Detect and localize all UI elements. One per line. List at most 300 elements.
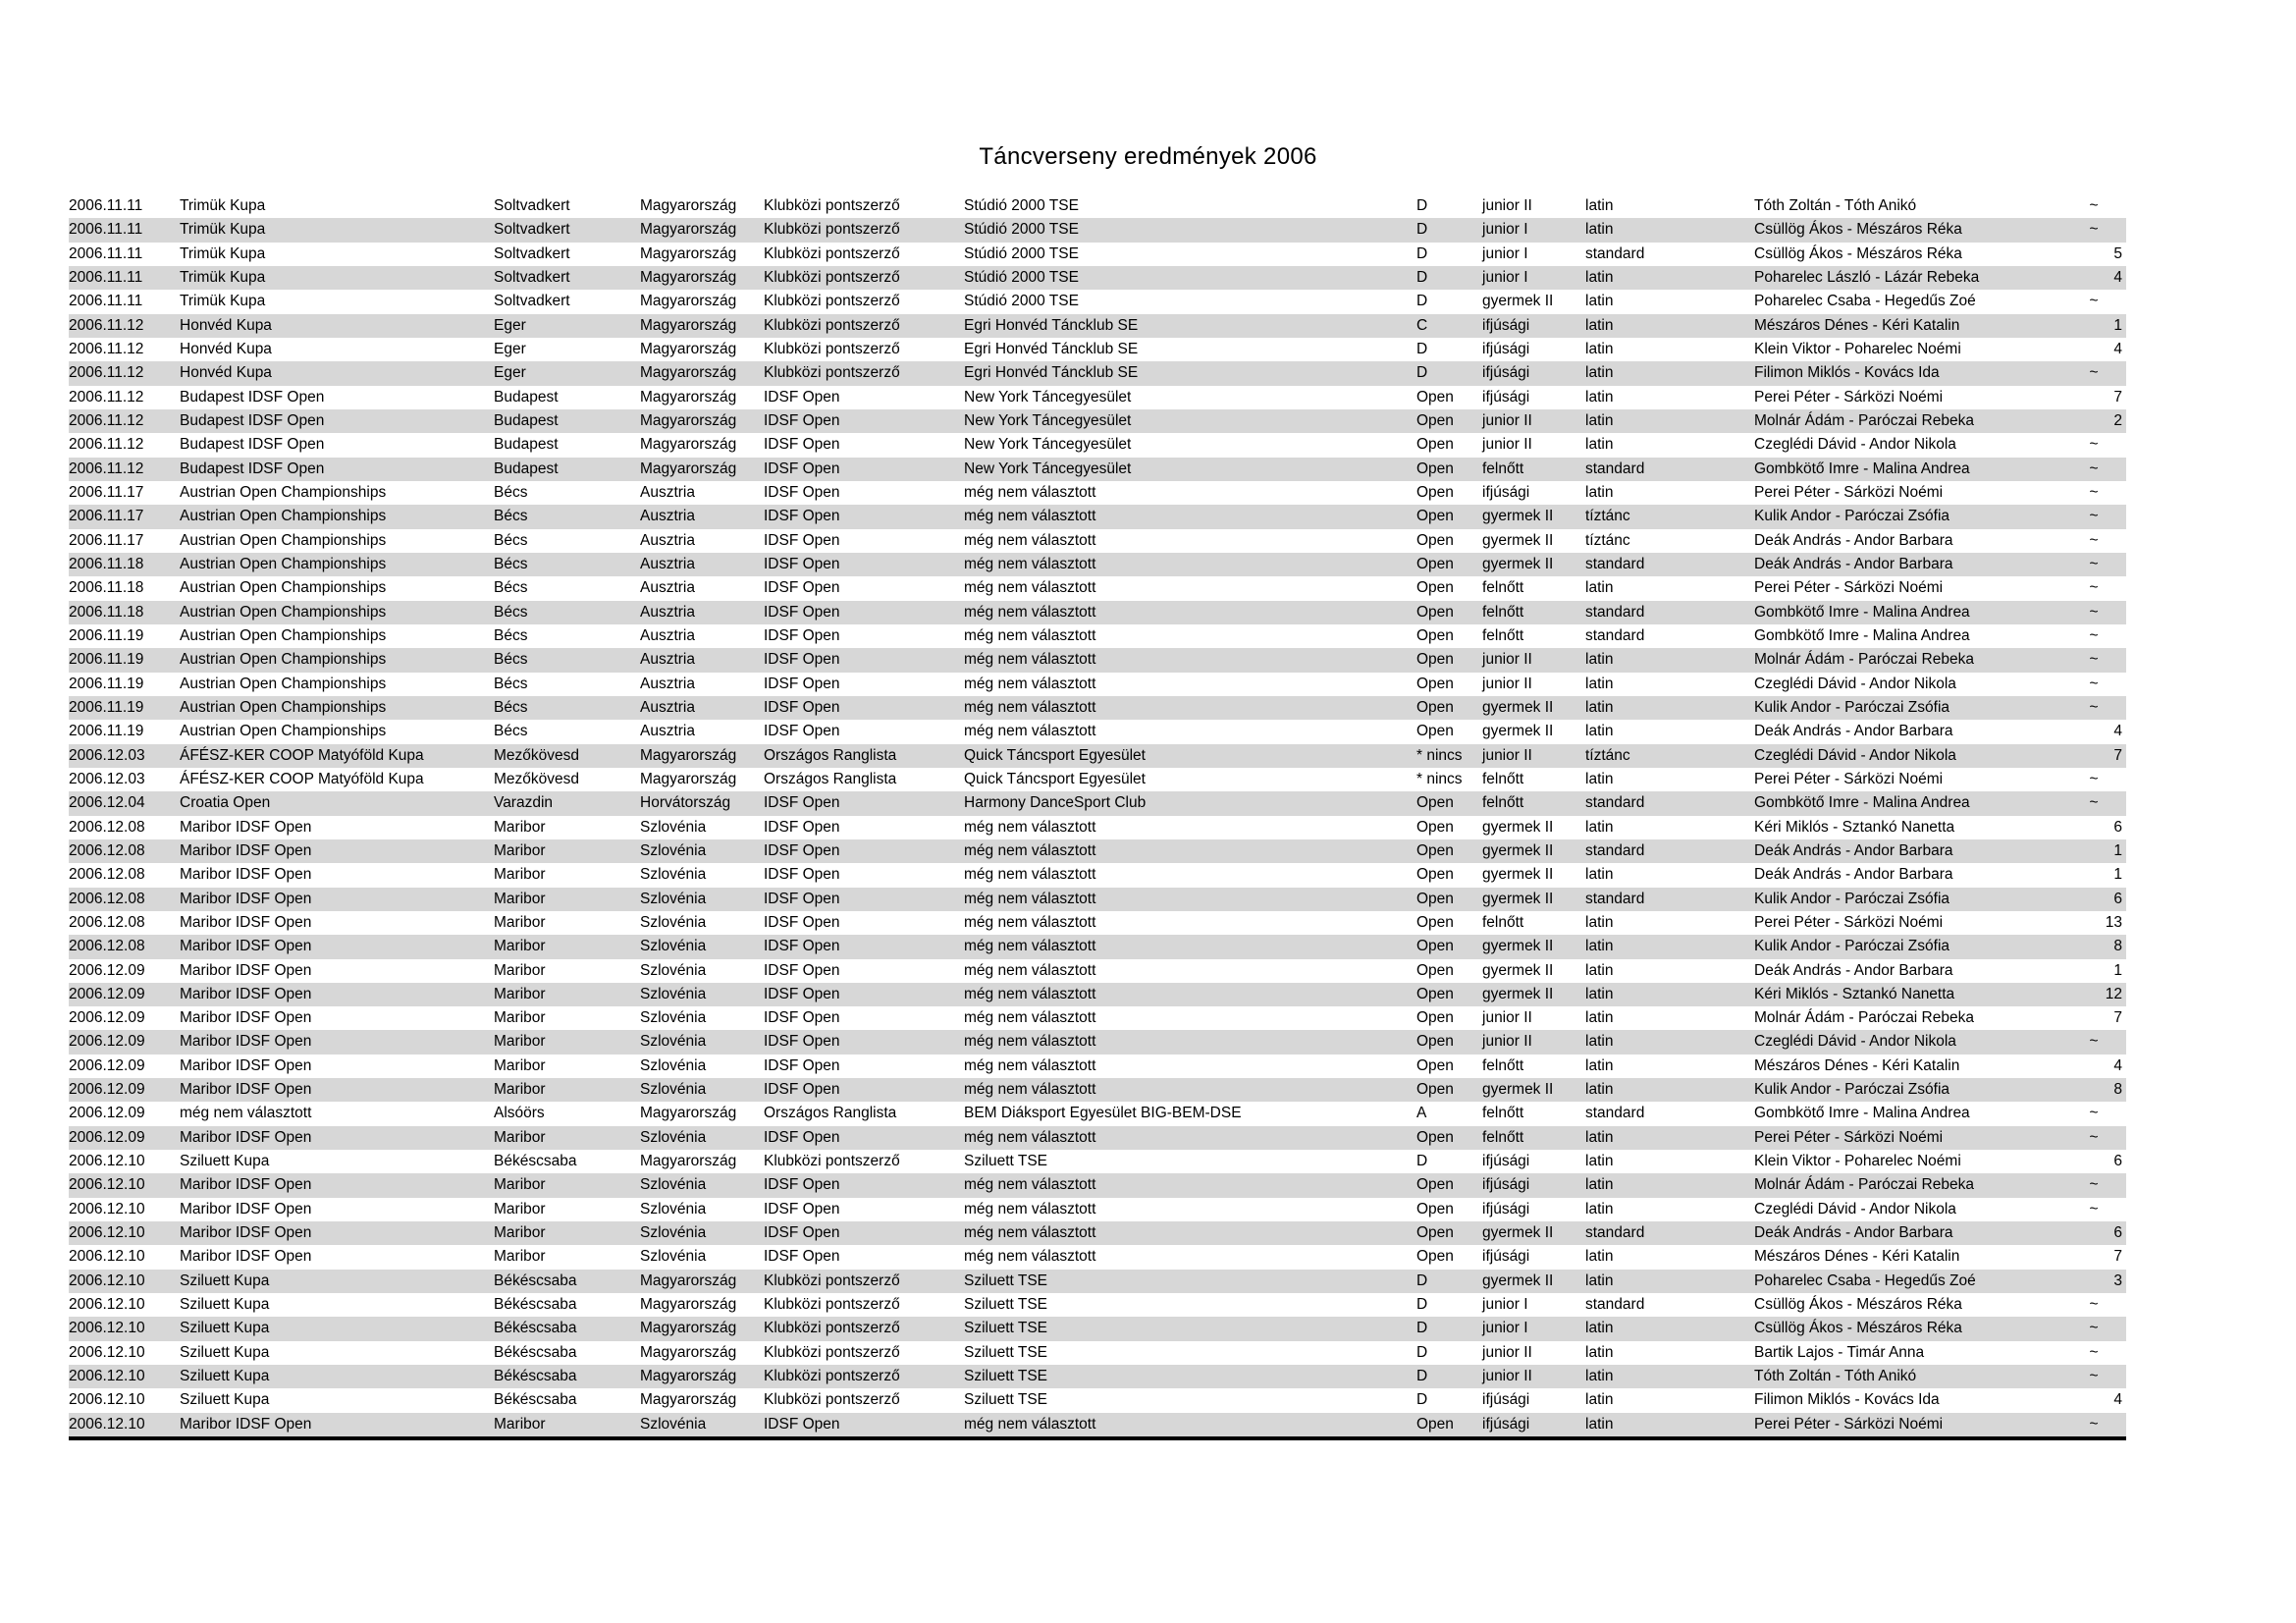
cell-country: Magyarország (640, 1296, 737, 1314)
cell-result: ~ (2089, 770, 2099, 787)
cell-age_group: ifjúsági (1482, 340, 1530, 357)
cell-club: még nem választott (964, 1224, 1096, 1242)
cell-couple: Filimon Miklós - Kovács Ida (1754, 1391, 1940, 1409)
cell-city: Békéscsaba (494, 1153, 577, 1170)
cell-age_group: ifjúsági (1482, 1415, 1530, 1433)
cell-couple: Poharelec László - Lázár Rebeka (1754, 268, 1980, 286)
cell-couple: Csüllög Ákos - Mészáros Réka (1754, 244, 1962, 262)
table-row (69, 1150, 2126, 1173)
cell-country: Szlovénia (640, 1224, 707, 1242)
cell-event: Austrian Open Championships (180, 555, 387, 572)
cell-age_group: felnőtt (1482, 1105, 1524, 1122)
cell-style: latin (1585, 1391, 1614, 1409)
cell-country: Ausztria (640, 723, 695, 740)
table-row (69, 409, 2126, 433)
cell-style: latin (1585, 1176, 1614, 1194)
cell-couple: Tóth Zoltán - Tóth Anikó (1754, 197, 1917, 214)
cell-country: Ausztria (640, 698, 695, 716)
cell-class: Open (1416, 794, 1454, 812)
cell-result: ~ (2089, 1368, 2099, 1385)
cell-event: Budapest IDSF Open (180, 411, 325, 429)
cell-style: latin (1585, 1128, 1614, 1146)
cell-style: latin (1585, 866, 1614, 884)
cell-club: még nem választott (964, 961, 1096, 979)
cell-city: Bécs (494, 626, 528, 644)
cell-competition_type: Klubközi pontszerző (764, 268, 900, 286)
cell-date: 2006.12.08 (69, 890, 145, 907)
cell-event: Maribor IDSF Open (180, 985, 312, 1002)
cell-age_group: gyermek II (1482, 723, 1554, 740)
cell-style: latin (1585, 340, 1614, 357)
cell-class: C (1416, 316, 1428, 334)
cell-country: Ausztria (640, 508, 695, 525)
cell-class: Open (1416, 698, 1454, 716)
cell-club: Sziluett TSE (964, 1368, 1048, 1385)
cell-competition_type: Klubközi pontszerző (764, 1153, 900, 1170)
cell-city: Bécs (494, 531, 528, 549)
cell-result: 6 (2113, 1153, 2122, 1170)
cell-class: D (1416, 221, 1428, 239)
cell-competition_type: IDSF Open (764, 508, 840, 525)
cell-result: ~ (2089, 1415, 2099, 1433)
table-row (69, 1102, 2126, 1125)
cell-couple: Czeglédi Dávid - Andor Nikola (1754, 436, 1956, 454)
cell-class: D (1416, 340, 1428, 357)
cell-result: ~ (2089, 293, 2099, 310)
cell-club: Sziluett TSE (964, 1343, 1048, 1361)
cell-city: Budapest (494, 460, 559, 477)
cell-city: Bécs (494, 723, 528, 740)
table-row (69, 601, 2126, 624)
table-row (69, 1126, 2126, 1150)
cell-event: Austrian Open Championships (180, 483, 387, 501)
cell-country: Szlovénia (640, 841, 707, 859)
cell-result: 7 (2113, 746, 2122, 764)
cell-city: Soltvadkert (494, 244, 570, 262)
cell-event: Maribor IDSF Open (180, 1009, 312, 1027)
cell-competition_type: IDSF Open (764, 483, 840, 501)
table-row (69, 218, 2126, 242)
cell-date: 2006.12.10 (69, 1343, 145, 1361)
cell-couple: Bartik Lajos - Timár Anna (1754, 1343, 1925, 1361)
cell-class: Open (1416, 388, 1454, 406)
cell-city: Békéscsaba (494, 1391, 577, 1409)
table-row (69, 935, 2126, 958)
cell-class: D (1416, 1153, 1428, 1170)
cell-club: még nem választott (964, 1176, 1096, 1194)
cell-age_group: junior II (1482, 1368, 1532, 1385)
cell-competition_type: Országos Ranglista (764, 1105, 897, 1122)
cell-event: Maribor IDSF Open (180, 1248, 312, 1266)
cell-couple: Perei Péter - Sárközi Noémi (1754, 483, 1944, 501)
cell-result: ~ (2089, 626, 2099, 644)
cell-age_group: ifjúsági (1482, 483, 1530, 501)
cell-class: Open (1416, 841, 1454, 859)
cell-class: Open (1416, 651, 1454, 669)
cell-city: Maribor (494, 913, 546, 931)
cell-date: 2006.11.11 (69, 293, 143, 310)
cell-event: Honvéd Kupa (180, 340, 272, 357)
cell-city: Maribor (494, 841, 546, 859)
cell-city: Maribor (494, 985, 546, 1002)
cell-date: 2006.11.11 (69, 197, 143, 214)
cell-city: Maribor (494, 1224, 546, 1242)
cell-city: Budapest (494, 411, 559, 429)
cell-style: tíztánc (1585, 746, 1630, 764)
cell-competition_type: IDSF Open (764, 651, 840, 669)
cell-club: Stúdió 2000 TSE (964, 268, 1079, 286)
cell-city: Maribor (494, 890, 546, 907)
cell-age_group: ifjúsági (1482, 1176, 1530, 1194)
cell-result: ~ (2089, 1296, 2099, 1314)
cell-age_group: junior I (1482, 268, 1528, 286)
cell-competition_type: IDSF Open (764, 913, 840, 931)
table-row (69, 1173, 2126, 1197)
cell-competition_type: Klubközi pontszerző (764, 1343, 900, 1361)
table-row (69, 1365, 2126, 1388)
cell-event: Maribor IDSF Open (180, 1128, 312, 1146)
cell-country: Magyarország (640, 1105, 737, 1122)
table-row (69, 911, 2126, 935)
cell-date: 2006.11.19 (69, 651, 144, 669)
cell-age_group: gyermek II (1482, 866, 1554, 884)
cell-age_group: ifjúsági (1482, 1391, 1530, 1409)
cell-result: 7 (2113, 1248, 2122, 1266)
cell-style: tíztánc (1585, 531, 1630, 549)
cell-style: latin (1585, 1200, 1614, 1217)
cell-club: New York Táncegyesület (964, 388, 1132, 406)
cell-age_group: junior II (1482, 1343, 1532, 1361)
cell-club: Quick Táncsport Egyesület (964, 770, 1146, 787)
cell-result: 6 (2113, 890, 2122, 907)
cell-event: Maribor IDSF Open (180, 866, 312, 884)
cell-competition_type: IDSF Open (764, 411, 840, 429)
cell-style: latin (1585, 1081, 1614, 1099)
cell-country: Magyarország (640, 364, 737, 382)
cell-result: 1 (2113, 316, 2122, 334)
cell-date: 2006.11.11 (69, 221, 143, 239)
table-row (69, 194, 2126, 218)
cell-couple: Csüllög Ákos - Mészáros Réka (1754, 1320, 1962, 1337)
table-row (69, 576, 2126, 600)
cell-class: Open (1416, 866, 1454, 884)
cell-date: 2006.11.12 (69, 316, 144, 334)
cell-event: Honvéd Kupa (180, 316, 272, 334)
cell-couple: Klein Viktor - Poharelec Noémi (1754, 340, 1961, 357)
cell-age_group: ifjúsági (1482, 316, 1530, 334)
table-row (69, 553, 2126, 576)
cell-class: Open (1416, 436, 1454, 454)
cell-country: Magyarország (640, 244, 737, 262)
cell-result: ~ (2089, 651, 2099, 669)
cell-date: 2006.12.08 (69, 938, 145, 955)
cell-couple: Gombkötő Imre - Malina Andrea (1754, 603, 1970, 621)
cell-competition_type: Klubközi pontszerző (764, 340, 900, 357)
cell-country: Magyarország (640, 197, 737, 214)
cell-class: Open (1416, 1033, 1454, 1051)
cell-style: standard (1585, 794, 1645, 812)
cell-couple: Deák András - Andor Barbara (1754, 723, 1953, 740)
cell-couple: Deák András - Andor Barbara (1754, 866, 1953, 884)
cell-event: Maribor IDSF Open (180, 1081, 312, 1099)
cell-event: Trimük Kupa (180, 244, 266, 262)
cell-age_group: felnőtt (1482, 794, 1524, 812)
cell-style: latin (1585, 698, 1614, 716)
cell-class: A (1416, 1105, 1427, 1122)
table-row (69, 361, 2126, 385)
cell-style: latin (1585, 316, 1614, 334)
cell-age_group: felnőtt (1482, 1128, 1524, 1146)
cell-date: 2006.12.08 (69, 913, 145, 931)
cell-couple: Molnár Ádám - Paróczai Rebeka (1754, 1009, 1974, 1027)
cell-style: latin (1585, 221, 1614, 239)
cell-competition_type: IDSF Open (764, 961, 840, 979)
cell-style: standard (1585, 603, 1645, 621)
cell-city: Alsóörs (494, 1105, 545, 1122)
cell-city: Eger (494, 364, 526, 382)
cell-club: még nem választott (964, 531, 1096, 549)
cell-event: Austrian Open Championships (180, 626, 387, 644)
cell-event: Maribor IDSF Open (180, 890, 312, 907)
cell-age_group: ifjúsági (1482, 1153, 1530, 1170)
cell-city: Maribor (494, 1033, 546, 1051)
cell-country: Szlovénia (640, 1056, 707, 1074)
cell-class: D (1416, 364, 1428, 382)
cell-class: * nincs (1416, 746, 1463, 764)
cell-date: 2006.12.10 (69, 1224, 145, 1242)
cell-couple: Tóth Zoltán - Tóth Anikó (1754, 1368, 1917, 1385)
cell-result: 12 (2105, 985, 2122, 1002)
cell-event: Maribor IDSF Open (180, 913, 312, 931)
cell-result: 6 (2113, 1224, 2122, 1242)
cell-couple: Mészáros Dénes - Kéri Katalin (1754, 1248, 1960, 1266)
cell-couple: Molnár Ádám - Paróczai Rebeka (1754, 1176, 1974, 1194)
cell-club: még nem választott (964, 626, 1096, 644)
cell-class: Open (1416, 531, 1454, 549)
table-row (69, 338, 2126, 361)
cell-style: latin (1585, 1320, 1614, 1337)
cell-competition_type: Klubközi pontszerző (764, 1320, 900, 1337)
cell-competition_type: IDSF Open (764, 890, 840, 907)
table-row (69, 983, 2126, 1006)
cell-competition_type: IDSF Open (764, 866, 840, 884)
cell-class: * nincs (1416, 770, 1463, 787)
cell-city: Soltvadkert (494, 197, 570, 214)
cell-country: Magyarország (640, 460, 737, 477)
cell-event: Budapest IDSF Open (180, 436, 325, 454)
cell-age_group: junior II (1482, 675, 1532, 692)
cell-competition_type: Klubközi pontszerző (764, 316, 900, 334)
cell-country: Magyarország (640, 770, 737, 787)
cell-couple: Czeglédi Dávid - Andor Nikola (1754, 746, 1956, 764)
cell-age_group: gyermek II (1482, 555, 1554, 572)
cell-class: Open (1416, 483, 1454, 501)
cell-age_group: felnőtt (1482, 913, 1524, 931)
cell-age_group: felnőtt (1482, 770, 1524, 787)
cell-couple: Deák András - Andor Barbara (1754, 841, 1953, 859)
cell-couple: Kulik Andor - Paróczai Zsófia (1754, 1081, 1950, 1099)
cell-class: Open (1416, 579, 1454, 597)
cell-country: Magyarország (640, 221, 737, 239)
cell-date: 2006.12.10 (69, 1200, 145, 1217)
cell-age_group: ifjúsági (1482, 388, 1530, 406)
cell-age_group: ifjúsági (1482, 364, 1530, 382)
cell-event: Maribor IDSF Open (180, 1176, 312, 1194)
cell-class: D (1416, 1343, 1428, 1361)
cell-city: Eger (494, 316, 526, 334)
cell-age_group: junior I (1482, 244, 1528, 262)
cell-city: Bécs (494, 651, 528, 669)
cell-country: Magyarország (640, 1343, 737, 1361)
cell-competition_type: Klubközi pontszerző (764, 197, 900, 214)
cell-result: ~ (2089, 794, 2099, 812)
cell-country: Szlovénia (640, 1200, 707, 1217)
cell-result: ~ (2089, 1176, 2099, 1194)
cell-competition_type: IDSF Open (764, 1248, 840, 1266)
cell-style: standard (1585, 1296, 1645, 1314)
cell-class: Open (1416, 508, 1454, 525)
cell-event: ÁFÉSZ-KER COOP Matyóföld Kupa (180, 746, 424, 764)
table-row (69, 768, 2126, 791)
cell-club: Quick Táncsport Egyesület (964, 746, 1146, 764)
cell-date: 2006.12.09 (69, 1128, 145, 1146)
cell-class: Open (1416, 1056, 1454, 1074)
cell-couple: Poharelec Csaba - Hegedűs Zoé (1754, 293, 1976, 310)
cell-age_group: felnőtt (1482, 626, 1524, 644)
cell-class: Open (1416, 938, 1454, 955)
cell-result: ~ (2089, 436, 2099, 454)
cell-event: Maribor IDSF Open (180, 841, 312, 859)
cell-event: Budapest IDSF Open (180, 388, 325, 406)
cell-club: Egri Honvéd Táncklub SE (964, 316, 1139, 334)
cell-competition_type: IDSF Open (764, 938, 840, 955)
cell-class: D (1416, 1296, 1428, 1314)
cell-date: 2006.12.04 (69, 794, 145, 812)
cell-result: ~ (2089, 1343, 2099, 1361)
cell-country: Szlovénia (640, 1248, 707, 1266)
cell-club: még nem választott (964, 555, 1096, 572)
cell-age_group: felnőtt (1482, 579, 1524, 597)
cell-competition_type: IDSF Open (764, 460, 840, 477)
cell-city: Budapest (494, 388, 559, 406)
cell-age_group: gyermek II (1482, 841, 1554, 859)
cell-age_group: gyermek II (1482, 1271, 1554, 1289)
cell-style: latin (1585, 293, 1614, 310)
cell-event: Austrian Open Championships (180, 723, 387, 740)
cell-style: latin (1585, 436, 1614, 454)
cell-result: 8 (2113, 938, 2122, 955)
cell-class: D (1416, 244, 1428, 262)
cell-city: Soltvadkert (494, 268, 570, 286)
cell-date: 2006.11.12 (69, 436, 144, 454)
cell-date: 2006.12.10 (69, 1391, 145, 1409)
cell-style: latin (1585, 411, 1614, 429)
cell-competition_type: IDSF Open (764, 841, 840, 859)
table-row (69, 1055, 2126, 1078)
table-row (69, 791, 2126, 815)
cell-club: még nem választott (964, 603, 1096, 621)
cell-club: még nem választott (964, 508, 1096, 525)
cell-style: latin (1585, 1248, 1614, 1266)
cell-club: Sziluett TSE (964, 1296, 1048, 1314)
cell-class: Open (1416, 1200, 1454, 1217)
cell-country: Ausztria (640, 483, 695, 501)
cell-event: Austrian Open Championships (180, 603, 387, 621)
table-row (69, 529, 2126, 553)
cell-date: 2006.11.19 (69, 675, 144, 692)
cell-date: 2006.12.10 (69, 1368, 145, 1385)
cell-country: Szlovénia (640, 1415, 707, 1433)
cell-style: latin (1585, 961, 1614, 979)
cell-club: még nem választott (964, 1009, 1096, 1027)
cell-class: Open (1416, 460, 1454, 477)
cell-style: latin (1585, 483, 1614, 501)
cell-country: Szlovénia (640, 913, 707, 931)
cell-event: Sziluett Kupa (180, 1368, 270, 1385)
cell-result: 3 (2113, 1271, 2122, 1289)
cell-couple: Gombkötő Imre - Malina Andrea (1754, 794, 1970, 812)
cell-result: ~ (2089, 221, 2099, 239)
cell-city: Maribor (494, 1176, 546, 1194)
cell-class: Open (1416, 913, 1454, 931)
cell-couple: Deák András - Andor Barbara (1754, 961, 1953, 979)
table-row (69, 505, 2126, 528)
cell-competition_type: IDSF Open (764, 985, 840, 1002)
cell-competition_type: IDSF Open (764, 1415, 840, 1433)
cell-event: Sziluett Kupa (180, 1153, 270, 1170)
cell-class: Open (1416, 603, 1454, 621)
cell-couple: Csüllög Ákos - Mészáros Réka (1754, 221, 1962, 239)
cell-country: Magyarország (640, 1320, 737, 1337)
table-row (69, 1006, 2126, 1030)
cell-result: ~ (2089, 603, 2099, 621)
cell-age_group: junior I (1482, 221, 1528, 239)
cell-club: még nem választott (964, 1415, 1096, 1433)
table-row (69, 624, 2126, 648)
table-row (69, 888, 2126, 911)
cell-club: még nem választott (964, 1248, 1096, 1266)
table-row (69, 1030, 2126, 1054)
cell-club: még nem választott (964, 1033, 1096, 1051)
cell-competition_type: Országos Ranglista (764, 770, 897, 787)
cell-country: Ausztria (640, 579, 695, 597)
cell-class: D (1416, 268, 1428, 286)
cell-competition_type: Klubközi pontszerző (764, 244, 900, 262)
cell-city: Maribor (494, 938, 546, 955)
cell-competition_type: IDSF Open (764, 579, 840, 597)
cell-event: Sziluett Kupa (180, 1391, 270, 1409)
cell-couple: Filimon Miklós - Kovács Ida (1754, 364, 1940, 382)
cell-competition_type: IDSF Open (764, 1200, 840, 1217)
table-row (69, 816, 2126, 839)
cell-result: ~ (2089, 579, 2099, 597)
table-row (69, 1078, 2126, 1102)
cell-style: latin (1585, 1368, 1614, 1385)
cell-country: Szlovénia (640, 1009, 707, 1027)
cell-result: ~ (2089, 555, 2099, 572)
cell-style: latin (1585, 938, 1614, 955)
cell-style: latin (1585, 913, 1614, 931)
cell-city: Maribor (494, 1128, 546, 1146)
cell-result: ~ (2089, 508, 2099, 525)
cell-result: 1 (2113, 961, 2122, 979)
cell-result: 8 (2113, 1081, 2122, 1099)
cell-country: Szlovénia (640, 1128, 707, 1146)
cell-age_group: gyermek II (1482, 1081, 1554, 1099)
cell-competition_type: IDSF Open (764, 1128, 840, 1146)
cell-style: standard (1585, 244, 1645, 262)
cell-city: Békéscsaba (494, 1368, 577, 1385)
